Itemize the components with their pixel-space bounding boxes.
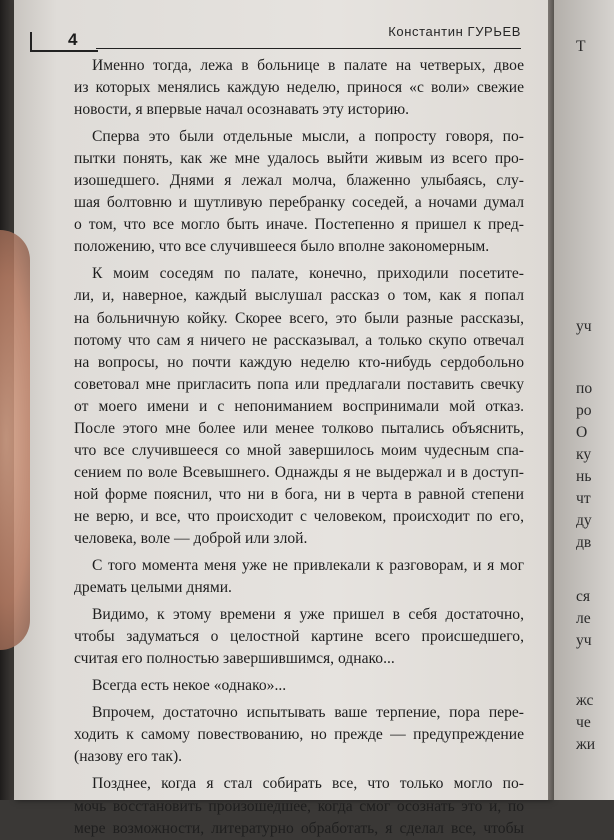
header-rule xyxy=(96,48,521,49)
header-author: Константин ГУРЬЕВ xyxy=(388,24,521,39)
text-line: не верю, и все, что происходит с человеком, происходит по его, xyxy=(74,507,524,525)
next-page-fragment: ду xyxy=(576,512,592,529)
text-line: ходить к самому повествованию, но прежде — предупреждение xyxy=(74,726,524,744)
text-line: советовал мне пригласить попа или предлагали поставить свечку xyxy=(74,375,524,393)
text-line: мочь восстановить произошедшее, когда смог осознать это и, по xyxy=(74,797,524,815)
next-page-fragment: чт xyxy=(576,490,591,507)
text-line: ной форме пояснил, что ни в бога, ни в черта в равной степени xyxy=(74,485,524,503)
next-page-edge xyxy=(554,0,614,800)
text-line: изошедшего. Днями я лежал молча, блаженно улыбаясь, слу- xyxy=(74,172,524,190)
text-line: чтобы задуматься о целостной картине всего происшедшего, xyxy=(74,628,524,646)
text-line: сением по воле Всевышнего. Однажды я не выдержал и в доступ- xyxy=(74,463,524,481)
text-line: потому что сам я ничего не рассказывал, а только скупо отвечал xyxy=(74,331,524,349)
text-line: Всегда есть некое «однако»... xyxy=(92,677,287,695)
next-page-fragment: ле xyxy=(576,610,591,627)
text-line: мере возможности, литературно обработать, я сделал все, чтобы xyxy=(74,819,524,837)
text-line: После этого мне более или менее толково пытались объяснить, xyxy=(74,419,524,437)
text-line: новости, я впервые начал осознавать эту историю. xyxy=(74,101,410,119)
text-line: Видимо, к этому времени я уже пришел в себя достаточно, xyxy=(92,606,524,624)
next-page-fragment: жс xyxy=(576,692,594,709)
text-line: дремать целыми днями. xyxy=(74,579,232,597)
next-page-fragment: ку xyxy=(576,446,592,463)
next-page-fragment: по xyxy=(576,380,593,397)
text-line: человека, воле — доброй или злой. xyxy=(74,529,308,547)
text-line: Позднее, когда я стал собирать все, что только могло по- xyxy=(92,775,524,793)
text-line: (назову его так). xyxy=(74,748,183,766)
next-page-fragment: О xyxy=(576,424,588,441)
text-line: шая болтовню и шутливую перебранку соседей, а ночами думал xyxy=(74,194,524,212)
next-page-fragment: ро xyxy=(576,402,592,419)
next-page-fragment: нь xyxy=(576,468,592,485)
text-line: С того момента меня уже не привлекали к разговорам, и я мог xyxy=(92,557,524,575)
next-page-fragment: Т xyxy=(576,38,586,55)
text-line: Именно тогда, лежа в больнице в палате на четверых, двое xyxy=(92,57,524,74)
text-line: на вопросы, но почти каждую неделю кто-нибудь сердобольно xyxy=(74,353,524,371)
text-line: из которых менялись каждую неделю, принося «с воли» свежие xyxy=(74,79,524,97)
text-line: ли, и, наверное, каждый выслушал рассказ о том, как я попал xyxy=(74,287,524,305)
thumb-finger xyxy=(0,230,30,650)
body-text xyxy=(74,55,524,840)
text-line: Сперва это были отдельные мысли, а попросту говоря, по- xyxy=(92,128,524,146)
text-line: считая его полностью завершившимся, однако... xyxy=(74,650,395,668)
text-line: Впрочем, достаточно испытывать ваше терпение, пора пере- xyxy=(92,704,524,722)
text-line: К моим соседям по палате, конечно, приходили посетите- xyxy=(92,265,524,283)
next-page-fragment: дв xyxy=(576,534,592,551)
text-line: о том, что все могло быть иначе. Постепенно я пришел к пред- xyxy=(74,216,524,234)
book-page xyxy=(14,0,550,837)
text-line: пытки понять, как же мне удалось выйти живым из всего про- xyxy=(74,150,524,168)
next-page-fragment: уч xyxy=(576,632,592,649)
next-page-fragment: уч xyxy=(576,318,592,335)
text-line: на больничную койку. Скорее всего, это были разные рассказы, xyxy=(74,309,524,327)
next-page-fragment: ся xyxy=(576,588,591,605)
text-line: положению, что все случившееся было вполне закономерным. xyxy=(74,238,490,256)
page-number: 4 xyxy=(68,30,78,49)
next-page-fragment: че xyxy=(576,714,591,731)
running-head xyxy=(30,22,525,52)
text-line: от моего имени и с непониманием воспринимали мой отказ. xyxy=(74,397,524,415)
next-page-fragment: жи xyxy=(576,736,596,753)
text-line: что все случившееся со мной завершилось моим чудесным спа- xyxy=(74,441,524,459)
page-number-frame xyxy=(30,32,98,52)
